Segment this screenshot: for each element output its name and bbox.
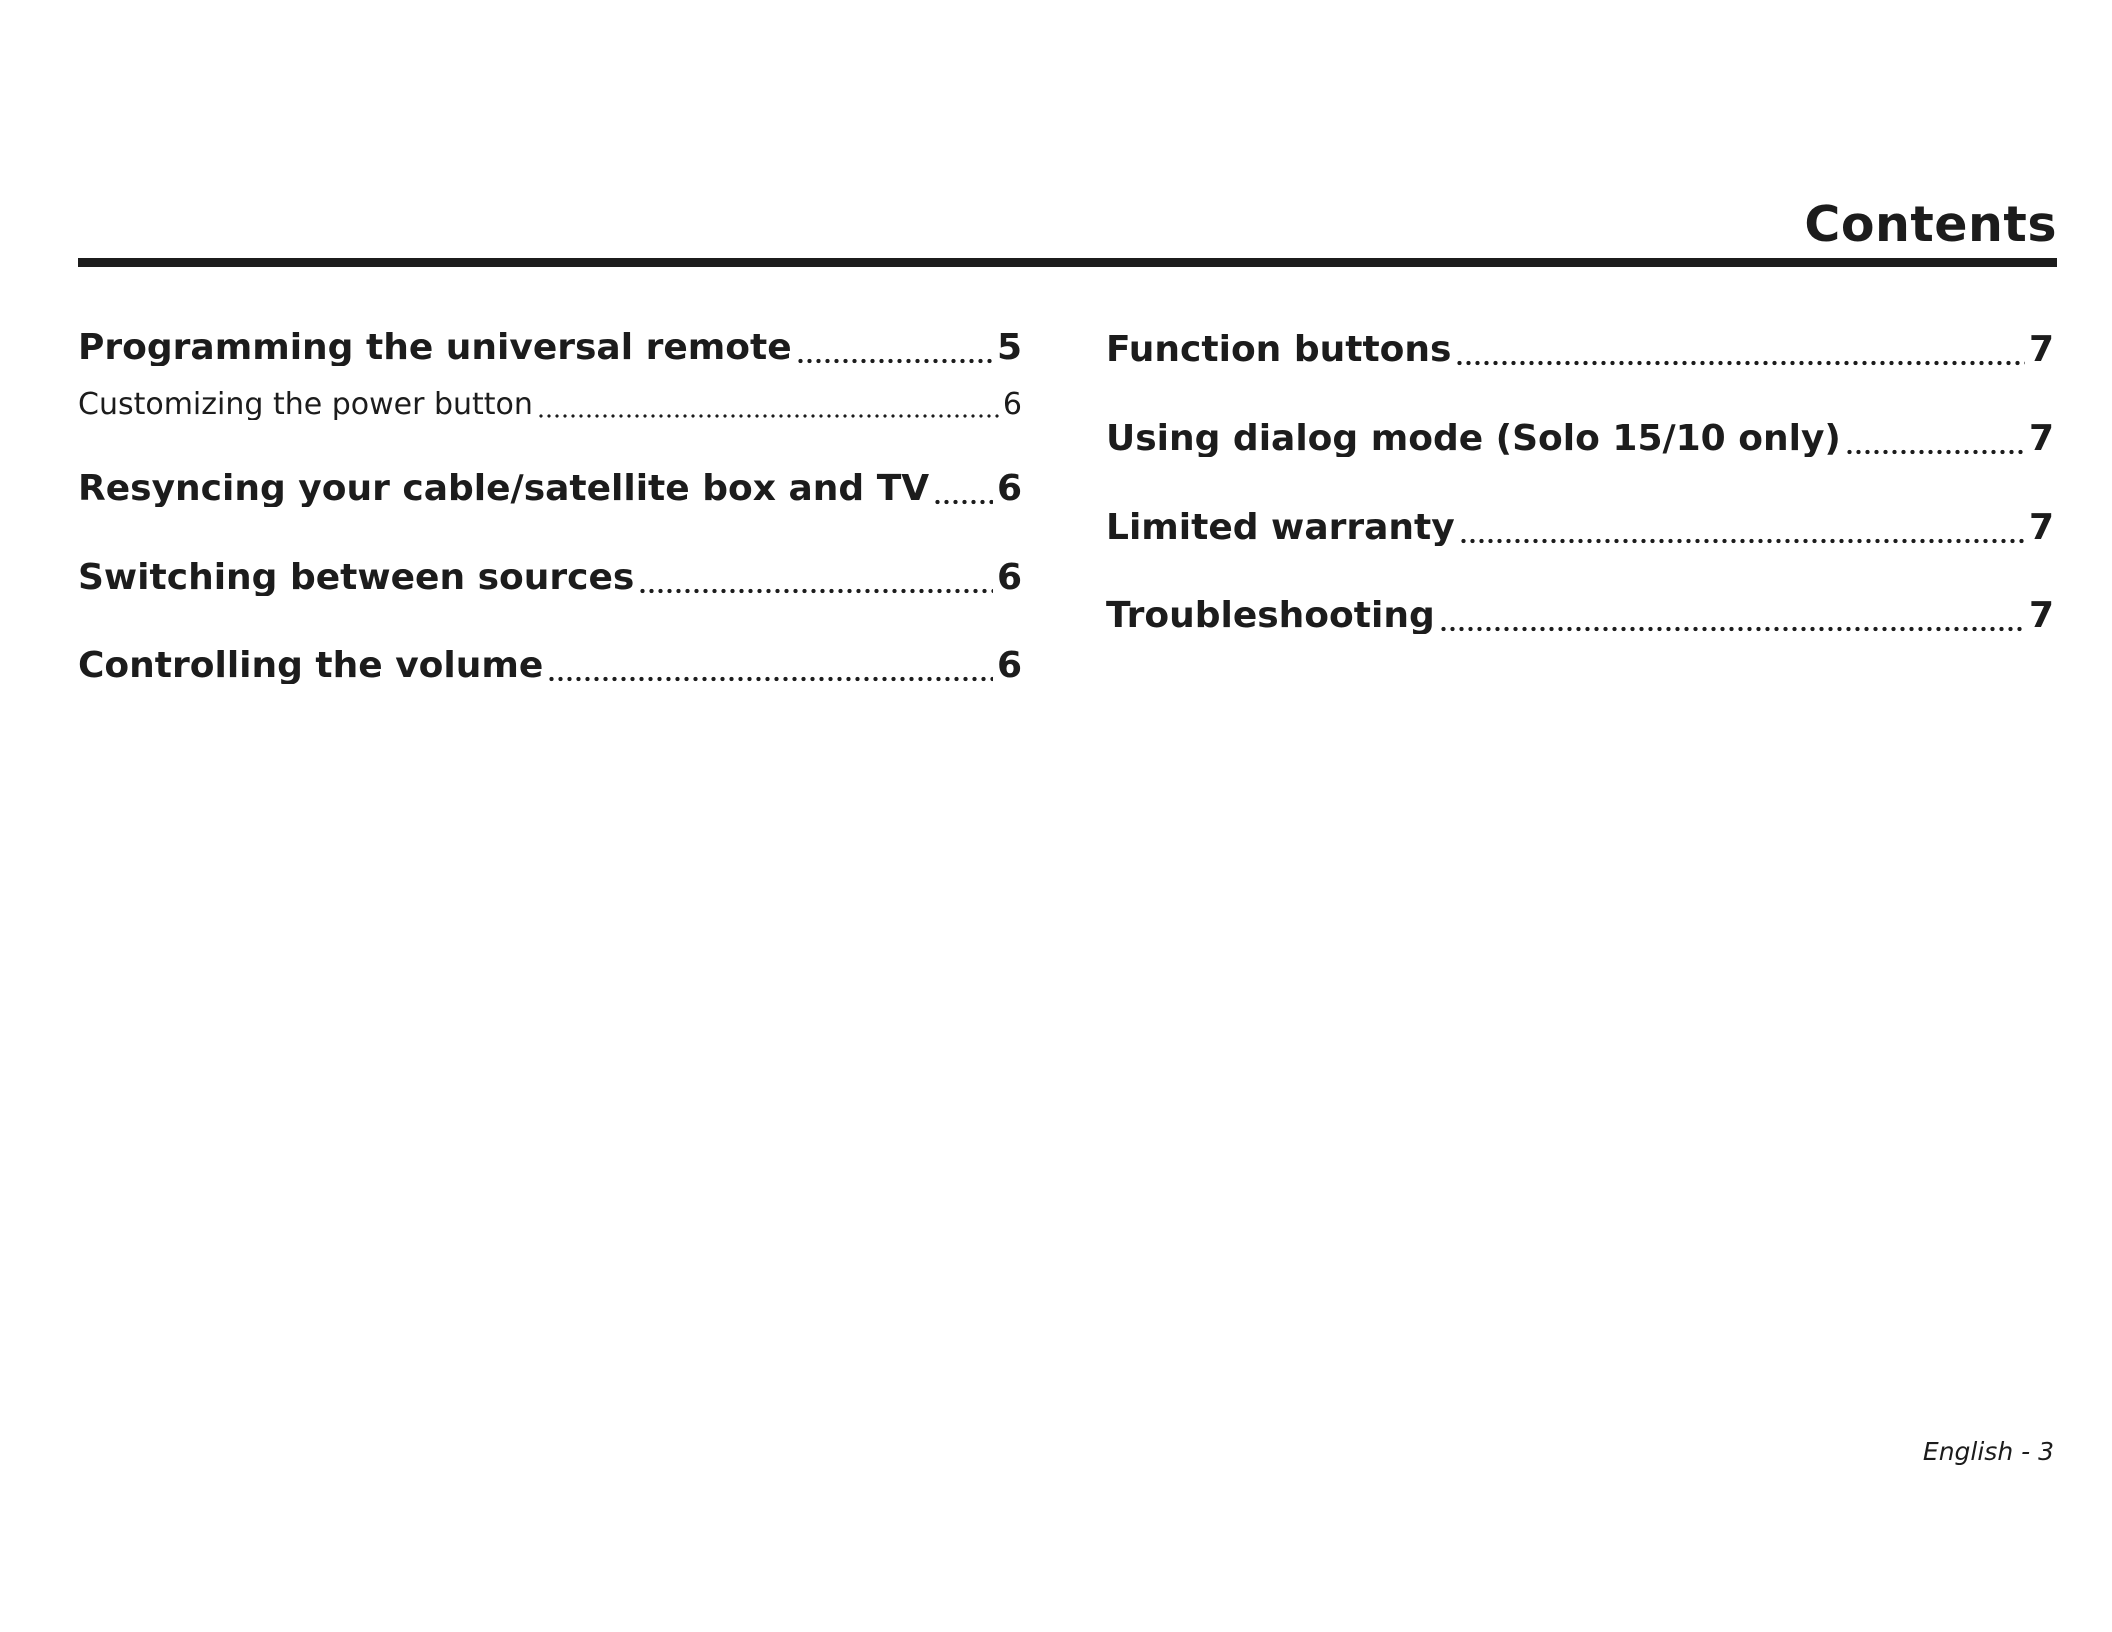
toc-entry-label: Programming the universal remote [78,330,792,366]
dot-leader [1845,447,2025,457]
toc-entry-label: Function buttons [1106,332,1452,368]
dot-leader [796,356,993,366]
toc-entry-label: Troubleshooting [1106,598,1435,634]
toc-entry-label: Resyncing your cable/satellite box and TV [78,471,930,507]
dot-leader [1455,358,2024,368]
toc-entry-page-number: 6 [996,468,1022,509]
toc-entry-page-number: 6 [996,557,1022,598]
toc-entry-label: Using dialog mode (Solo 15/10 only) [1106,421,1841,457]
toc-entry-page-number: 6 [1002,387,1022,422]
toc-entry-limited-warranty[interactable] [1106,507,2054,548]
page-title: Contents [1804,196,2057,253]
dot-leader [1459,536,2025,546]
toc-entry-page-number: 7 [2028,418,2054,459]
dot-leader [1439,624,2025,634]
dot-leader [638,586,993,596]
title-rule [78,258,2057,267]
toc-entry-switching-sources[interactable] [78,557,1022,598]
toc-entry-label: Customizing the power button [78,390,533,420]
toc-entry-label: Limited warranty [1106,510,1455,546]
toc-entry-troubleshooting[interactable] [1106,595,2054,636]
toc-entry-page-number: 7 [2028,595,2054,636]
dot-leader [933,497,993,507]
toc-entry-page-number: 6 [996,645,1022,686]
toc-entry-page-number: 7 [2028,329,2054,370]
toc-entry-programming-remote[interactable] [78,327,1022,368]
toc-entry-label: Controlling the volume [78,648,544,684]
toc-entry-page-number: 5 [996,327,1022,368]
footer-page-number: English - 3 [1922,1437,2054,1466]
toc-entry-function-buttons[interactable] [1106,329,2054,370]
toc-entry-dialog-mode[interactable] [1106,418,2054,459]
toc-entry-resyncing[interactable] [78,468,1022,509]
toc-entry-page-number: 7 [2028,507,2054,548]
toc-entry-controlling-volume[interactable] [78,645,1022,686]
dot-leader [547,674,993,684]
toc-entry-customizing-power-button[interactable] [78,387,1022,422]
toc-entry-label: Switching between sources [78,560,635,596]
dot-leader [537,412,999,420]
